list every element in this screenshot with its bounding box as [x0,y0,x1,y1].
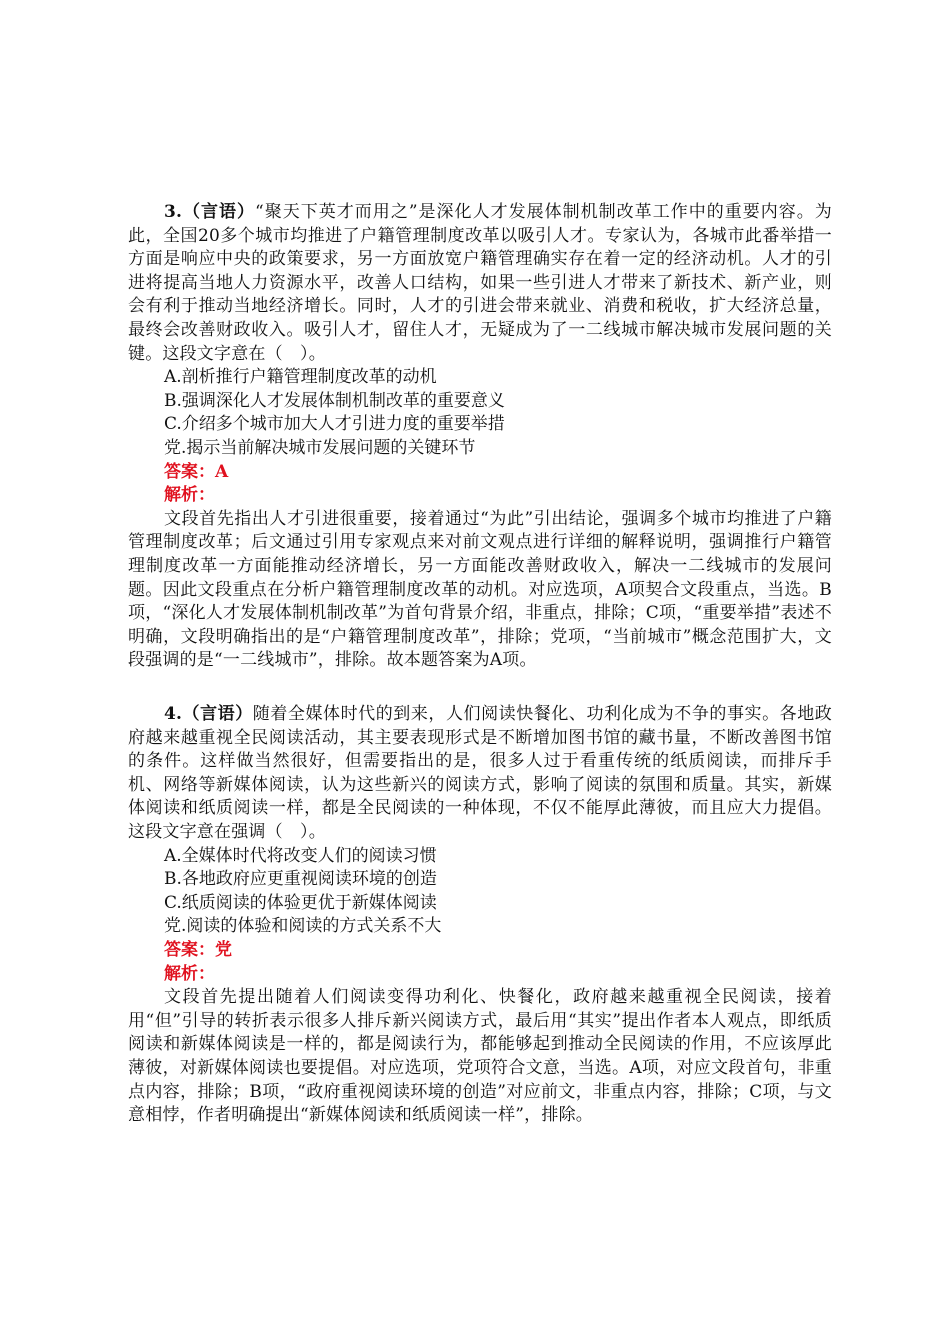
question-tag: （言语） [182,202,256,222]
question-stem [128,201,832,366]
analysis-label: 解析： [164,963,215,984]
question-number: 3. [164,202,183,222]
answer-label: 答案：A [164,461,229,482]
option-d: 党.阅读的体验和阅读的方式关系不大 [164,916,442,937]
option-b: B.各地政府应更重视阅读环境的创造 [164,869,437,890]
answer-label: 答案：党 [164,939,232,960]
option-a: A.全媒体时代将改变人们的阅读习惯 [164,845,437,866]
analysis-text: 文段首先提出随着人们阅读变得功利化、快餐化，政府越来越重视全民阅读，接着用“但”引导的转折表示很多人排斥新兴阅读方式，最后用“其实”提出作者本人观点，即纸质阅读和新媒体阅读是一样的，都是阅读行为，都能够起到推动全民阅读的作用，不应该厚此薄彼，对新媒体阅读也要提倡。对应选项，党项符合文意，当选。A项，对应文段首句，非重点内容，排除；B项，“政府重视阅读环境的创造”对应前文，非重点内容，排除；C项，与文意相悖，作者明确提出“新媒体阅读和纸质阅读一样”，排除。 [128,987,832,1126]
option-c: C.纸质阅读的体验更优于新媒体阅读 [164,892,437,913]
option-a: A.剖析推行户籍管理制度改革的动机 [164,367,437,388]
question-3 [128,201,832,673]
question-text: 随着全媒体时代的到来，人们阅读快餐化、功利化成为不争的事实。各地政府越来越重视全民阅读活动，其主要表现形式是不断增加图书馆的藏书量，不断改善图书馆的条件。这样做当然很好，但需要指出的是，很多人过于看重传统的纸质阅读，而排斥手机、网络等新媒体阅读，认为这些新兴的阅读方式，影响了阅读的氛围和质量。其实，新媒体阅读和纸质阅读一样，都是全民阅读的一种体现，不仅不能厚此薄彼，而且应大力提倡。这段文字意在强调（ ）。 [128,704,832,842]
option-c: C.介绍多个城市加大人才引进力度的重要举措 [164,414,505,435]
question-number: 4. [164,704,183,724]
question-tag: （言语） [182,704,253,724]
question-4 [128,703,832,1128]
analysis-label: 解析： [164,485,215,506]
question-text: “聚天下英才而用之”是深化人才发展体制机制改革工作中的重要内容。为此，全国20多个城市均推进了户籍管理制度改革以吸引人才。专家认为，各城市此番举措一方面是响应中央的政策要求，另一方面放宽户籍管理确实存在着一定的经济动机。人才的引进将提高当地人力资源水平，改善人口结构，如果一些引进人才带来了新技术、新产业，则会有利于推动当地经济增长。同时，人才的引进会带来就业、消费和税收，扩大经济总量，最终会改善财政收入。吸引人才，留住人才，无疑成为了一二线城市解决城市发展问题的关键。这段文字意在（ ）。 [128,202,832,364]
analysis-text: 文段首先指出人才引进很重要，接着通过“为此”引出结论，强调多个城市均推进了户籍管理制度改革；后文通过引用专家观点来对前文观点进行详细的解释说明，强调推行户籍管理制度改革一方面能推动经济增长，另一方面能改善财政收入，解决一二线城市的发展问题。因此文段重点在分析户籍管理制度改革的动机。对应选项，A项契合文段重点，当选。B项，“深化人才发展体制机制改革”为首句背景介绍，非重点，排除；C项，“重要举措”表述不明确，文段明确指出的是“户籍管理制度改革”，排除；党项，“当前城市”概念范围扩大，文段强调的是“一二线城市”，排除。故本题答案为A项。 [128,508,832,671]
question-stem [128,703,832,845]
option-b: B.强调深化人才发展体制机制改革的重要意义 [164,390,505,411]
option-d: 党.揭示当前解决城市发展问题的关键环节 [164,437,476,458]
